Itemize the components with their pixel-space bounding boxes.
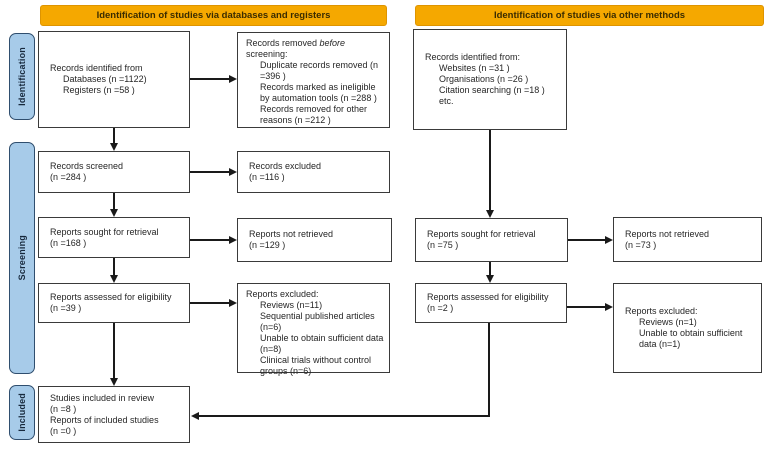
box-title (246, 38, 384, 60)
box-line: (n =75 ) (427, 240, 459, 250)
box-line: Reports sought for retrieval (50, 226, 159, 237)
box-records-removed (237, 32, 390, 128)
box-line: (n =168 ) (50, 237, 87, 248)
arrow-assessed-to-excluded (190, 302, 229, 304)
box-records-excluded (237, 151, 390, 193)
box-item: Citation searching (n =18 ) (439, 85, 545, 95)
box-title: Reports excluded: (625, 306, 698, 316)
box-item: Reviews (n=11) (260, 300, 323, 310)
arrowhead-right-icon (605, 236, 613, 244)
arrow-other-sought-to-not-retrieved (568, 239, 605, 241)
arrowhead-right-icon (605, 303, 613, 311)
box-line: (n =39 ) (50, 303, 82, 313)
box-reports-excluded-databases (237, 283, 390, 376)
stage-screening (9, 142, 35, 374)
arrow-other-sought-to-assessed (489, 262, 491, 276)
arrowhead-down-icon (110, 209, 118, 217)
arrow-identified-to-removed (190, 78, 229, 80)
arrow-screened-to-sought (113, 193, 115, 210)
arrowhead-right-icon (229, 236, 237, 244)
stage-identification-label: Identification (16, 47, 27, 106)
box-item: Unable to obtain sufficient data (n=1) (639, 328, 743, 349)
box-item: etc. (439, 96, 454, 106)
box-reports-excluded-other (613, 283, 762, 373)
header-databases-registers: Identification of studies via databases and registers (40, 5, 387, 26)
box-reports-not-retrieved-other (613, 217, 762, 262)
arrowhead-down-icon (486, 210, 494, 218)
stage-included (9, 385, 35, 440)
arrow-screened-to-excluded (190, 171, 229, 173)
box-item: Clinical trials without control groups (n=6) (260, 355, 372, 376)
box-line: Reports of included studies (50, 414, 159, 425)
title-prefix: Records removed (246, 38, 320, 48)
arrow-other-assessed-to-excluded (567, 306, 605, 308)
header-other-methods: Identification of studies via other methods (415, 5, 764, 26)
box-line: Records excluded (249, 161, 322, 171)
box-line: (n =116 ) (249, 172, 285, 182)
stage-identification (9, 33, 35, 120)
arrowhead-down-icon (486, 275, 494, 283)
box-line: Studies included in review (50, 392, 155, 403)
box-records-identified-other (413, 29, 567, 130)
box-line: Reports sought for retrieval (427, 229, 536, 239)
arrowhead-right-icon (229, 168, 237, 176)
elbow-other-assessed-to-included-horizontal (199, 415, 490, 417)
arrow-sought-to-not-retrieved (190, 239, 229, 241)
box-item: Duplicate records removed (n =396 ) (260, 60, 379, 81)
box-reports-assessed-other (415, 283, 567, 323)
box-line: Reports not retrieved (249, 229, 334, 239)
stage-included-label: Included (16, 393, 27, 432)
elbow-other-assessed-to-included-vertical (488, 323, 490, 416)
title-suffix: screening: (246, 49, 288, 59)
box-line: Reports assessed for eligibility (427, 292, 549, 302)
box-line: (n =8 ) (50, 403, 77, 414)
box-reports-assessed-databases (38, 283, 190, 323)
arrow-identified-to-screened (113, 128, 115, 144)
box-item: Unable to obtain sufficient data (n=8) (260, 333, 384, 354)
box-records-screened (38, 151, 190, 193)
arrowhead-down-icon (110, 143, 118, 151)
arrowhead-down-icon (110, 378, 118, 386)
box-item: Organisations (n =26 ) (439, 74, 529, 84)
box-line: (n =284 ) (50, 172, 87, 182)
box-reports-not-retrieved-databases (237, 218, 392, 262)
arrowhead-left-icon (191, 412, 199, 420)
arrow-other-identified-to-sought (489, 130, 491, 211)
stage-screening-label: Screening (16, 235, 27, 281)
box-line: (n =0 ) (50, 425, 77, 436)
box-title: Records identified from: (425, 52, 521, 62)
box-item: Records marked as ineligible by automation tools (n =288 ) (260, 82, 377, 103)
box-line: Reports not retrieved (625, 228, 710, 239)
box-item: Sequential published articles (n=6) (260, 311, 375, 332)
arrow-assessed-to-included (113, 323, 115, 379)
box-line: (n =129 ) (249, 240, 286, 250)
box-reports-sought-databases (38, 217, 190, 258)
box-reports-sought-other (415, 218, 568, 262)
arrowhead-right-icon (229, 299, 237, 307)
box-item: Databases (n =1122) (63, 74, 147, 84)
box-item: Reviews (n=1) (639, 317, 697, 327)
arrow-sought-to-assessed (113, 258, 115, 276)
box-line: Reports assessed for eligibility (50, 292, 172, 302)
box-studies-included (38, 386, 190, 443)
box-item: Websites (n =31 ) (439, 63, 510, 73)
box-title: Records identified from (50, 63, 143, 73)
box-item: Records removed for other reasons (n =212 ) (260, 104, 368, 125)
box-records-identified-databases (38, 31, 190, 128)
title-italic: before (319, 38, 346, 48)
box-title: Reports excluded: (246, 289, 319, 299)
box-item: Registers (n =58 ) (63, 85, 135, 95)
box-line: (n =73 ) (625, 239, 657, 250)
arrowhead-right-icon (229, 75, 237, 83)
arrowhead-down-icon (110, 275, 118, 283)
box-line: (n =2 ) (427, 303, 454, 313)
box-line: Records screened (50, 161, 124, 171)
